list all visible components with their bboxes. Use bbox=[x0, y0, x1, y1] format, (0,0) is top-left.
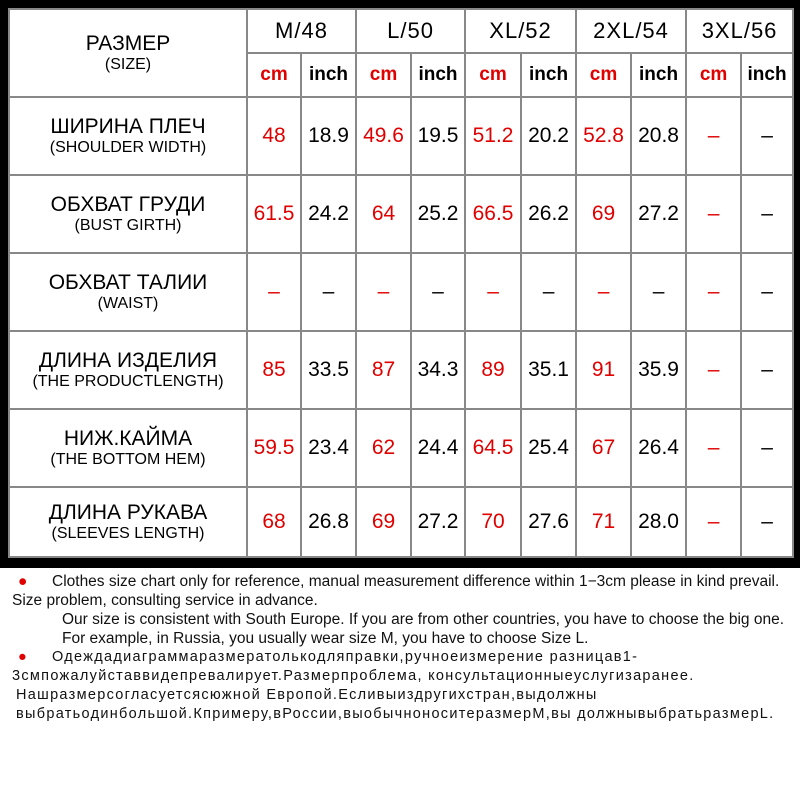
measurement-label: ДЛИНА РУКАВА bbox=[48, 501, 208, 524]
unit-inch: inch bbox=[301, 53, 356, 97]
size-label-cell bbox=[9, 9, 247, 97]
measurement-label: НИЖ.КАЙМА bbox=[63, 427, 193, 450]
measurement-sublabel: (BUST GIRTH) bbox=[74, 217, 182, 234]
measurement-label-cell bbox=[9, 487, 247, 557]
value-inch: – bbox=[741, 175, 793, 253]
value-cm: – bbox=[576, 253, 631, 331]
measurement-label-cell bbox=[9, 331, 247, 409]
measurement-label-cell bbox=[9, 175, 247, 253]
value-inch: 26.4 bbox=[631, 409, 686, 487]
measurement-sublabel: (THE PRODUCTLENGTH) bbox=[32, 373, 224, 390]
table-row bbox=[9, 487, 793, 557]
value-inch: 34.3 bbox=[411, 331, 465, 409]
unit-cm: cm bbox=[247, 53, 301, 97]
value-cm: 70 bbox=[465, 487, 521, 557]
measurement-label: ОБХВАТ ГРУДИ bbox=[50, 193, 206, 216]
unit-inch: inch bbox=[631, 53, 686, 97]
measurement-sublabel: (SLEEVES LENGTH) bbox=[51, 525, 205, 542]
value-cm: 64 bbox=[356, 175, 411, 253]
note-en-2: Our size is consistent with South Europe. If you are from other countries, you have to choose the big one. For example, in Russia, you usually wear size M, you have to choose Size L. bbox=[62, 611, 785, 647]
value-inch: 25.2 bbox=[411, 175, 465, 253]
bullet-icon: ● bbox=[18, 649, 29, 665]
value-inch: – bbox=[741, 331, 793, 409]
value-cm: 59.5 bbox=[247, 409, 301, 487]
value-cm: – bbox=[686, 409, 741, 487]
value-cm: 51.2 bbox=[465, 97, 521, 175]
size-2xl: 2XL/54 bbox=[576, 9, 686, 53]
measurement-sublabel: (WAIST) bbox=[97, 295, 159, 312]
unit-inch: inch bbox=[741, 53, 793, 97]
value-inch: 23.4 bbox=[301, 409, 356, 487]
value-inch: 26.8 bbox=[301, 487, 356, 557]
value-inch: 24.2 bbox=[301, 175, 356, 253]
value-cm: – bbox=[356, 253, 411, 331]
value-cm: 49.6 bbox=[356, 97, 411, 175]
value-inch: – bbox=[631, 253, 686, 331]
value-cm: 85 bbox=[247, 331, 301, 409]
value-cm: 87 bbox=[356, 331, 411, 409]
size-header-row bbox=[9, 9, 793, 53]
value-inch: – bbox=[301, 253, 356, 331]
value-inch: – bbox=[411, 253, 465, 331]
size-xl: XL/52 bbox=[465, 9, 576, 53]
value-inch: 19.5 bbox=[411, 97, 465, 175]
value-inch: 20.2 bbox=[521, 97, 576, 175]
note-ru-1: Одеждадиаграммаразмератолькодляправки,ручноеизмерение разницав1-3смпожалуйставвидепревалирует.Размерпроблема, консультационныеуслугизаранее. bbox=[12, 649, 695, 684]
value-cm: 66.5 bbox=[465, 175, 521, 253]
value-inch: 27.2 bbox=[411, 487, 465, 557]
measurement-sublabel: (SHOULDER WIDTH) bbox=[49, 139, 207, 156]
table-row bbox=[9, 331, 793, 409]
value-inch: 25.4 bbox=[521, 409, 576, 487]
size-sublabel: (SIZE) bbox=[104, 56, 152, 73]
note-ru-2: Нашразмерсогласуетсясюжной Европой.Есливыиздругихстран,выдолжны выбратьодинбольшой.Кпримеру,вРоссии,выобычноноситеразмерМ,вы должнывыбратьразмерL. bbox=[16, 687, 775, 722]
measurement-label-cell bbox=[9, 97, 247, 175]
value-cm: 48 bbox=[247, 97, 301, 175]
unit-inch: inch bbox=[411, 53, 465, 97]
value-cm: 89 bbox=[465, 331, 521, 409]
size-3xl: 3XL/56 bbox=[686, 9, 793, 53]
value-inch: 27.2 bbox=[631, 175, 686, 253]
value-inch: 18.9 bbox=[301, 97, 356, 175]
value-cm: – bbox=[686, 487, 741, 557]
size-label: РАЗМЕР bbox=[85, 32, 171, 55]
value-inch: – bbox=[741, 97, 793, 175]
note-en-1: Clothes size chart only for reference, manual measurement difference within 1−3cm please in kind prevail. Size problem, consulting service in advance. bbox=[12, 573, 780, 609]
table-row bbox=[9, 253, 793, 331]
notes bbox=[12, 572, 792, 724]
value-cm: 62 bbox=[356, 409, 411, 487]
value-inch: 35.1 bbox=[521, 331, 576, 409]
unit-inch: inch bbox=[521, 53, 576, 97]
value-inch: – bbox=[741, 487, 793, 557]
unit-cm: cm bbox=[576, 53, 631, 97]
value-inch: 26.2 bbox=[521, 175, 576, 253]
unit-cm: cm bbox=[465, 53, 521, 97]
measurement-label: ДЛИНА ИЗДЕЛИЯ bbox=[38, 349, 218, 372]
size-l: L/50 bbox=[356, 9, 465, 53]
value-inch: 24.4 bbox=[411, 409, 465, 487]
measurement-label-cell bbox=[9, 253, 247, 331]
value-cm: – bbox=[686, 331, 741, 409]
value-inch: – bbox=[741, 253, 793, 331]
unit-cm: cm bbox=[356, 53, 411, 97]
value-cm: – bbox=[247, 253, 301, 331]
value-cm: 69 bbox=[356, 487, 411, 557]
value-cm: – bbox=[686, 175, 741, 253]
measurement-label: ШИРИНА ПЛЕЧ bbox=[50, 115, 206, 138]
value-inch: 20.8 bbox=[631, 97, 686, 175]
value-cm: – bbox=[686, 253, 741, 331]
size-m: M/48 bbox=[247, 9, 356, 53]
value-cm: 67 bbox=[576, 409, 631, 487]
size-chart-table bbox=[8, 8, 794, 558]
table-row bbox=[9, 97, 793, 175]
value-inch: 28.0 bbox=[631, 487, 686, 557]
bullet-icon: ● bbox=[18, 573, 28, 590]
value-inch: 33.5 bbox=[301, 331, 356, 409]
measurement-label-cell bbox=[9, 409, 247, 487]
table-row bbox=[9, 175, 793, 253]
value-cm: 61.5 bbox=[247, 175, 301, 253]
value-inch: – bbox=[741, 409, 793, 487]
value-inch: 27.6 bbox=[521, 487, 576, 557]
table-row bbox=[9, 409, 793, 487]
value-cm: 64.5 bbox=[465, 409, 521, 487]
value-cm: 71 bbox=[576, 487, 631, 557]
value-cm: 52.8 bbox=[576, 97, 631, 175]
value-cm: – bbox=[686, 97, 741, 175]
value-inch: 35.9 bbox=[631, 331, 686, 409]
measurement-sublabel: (THE BOTTOM HEM) bbox=[50, 451, 206, 468]
value-cm: 91 bbox=[576, 331, 631, 409]
value-cm: 68 bbox=[247, 487, 301, 557]
measurement-label: ОБХВАТ ТАЛИИ bbox=[48, 271, 208, 294]
value-cm: – bbox=[465, 253, 521, 331]
value-cm: 69 bbox=[576, 175, 631, 253]
unit-cm: cm bbox=[686, 53, 741, 97]
value-inch: – bbox=[521, 253, 576, 331]
